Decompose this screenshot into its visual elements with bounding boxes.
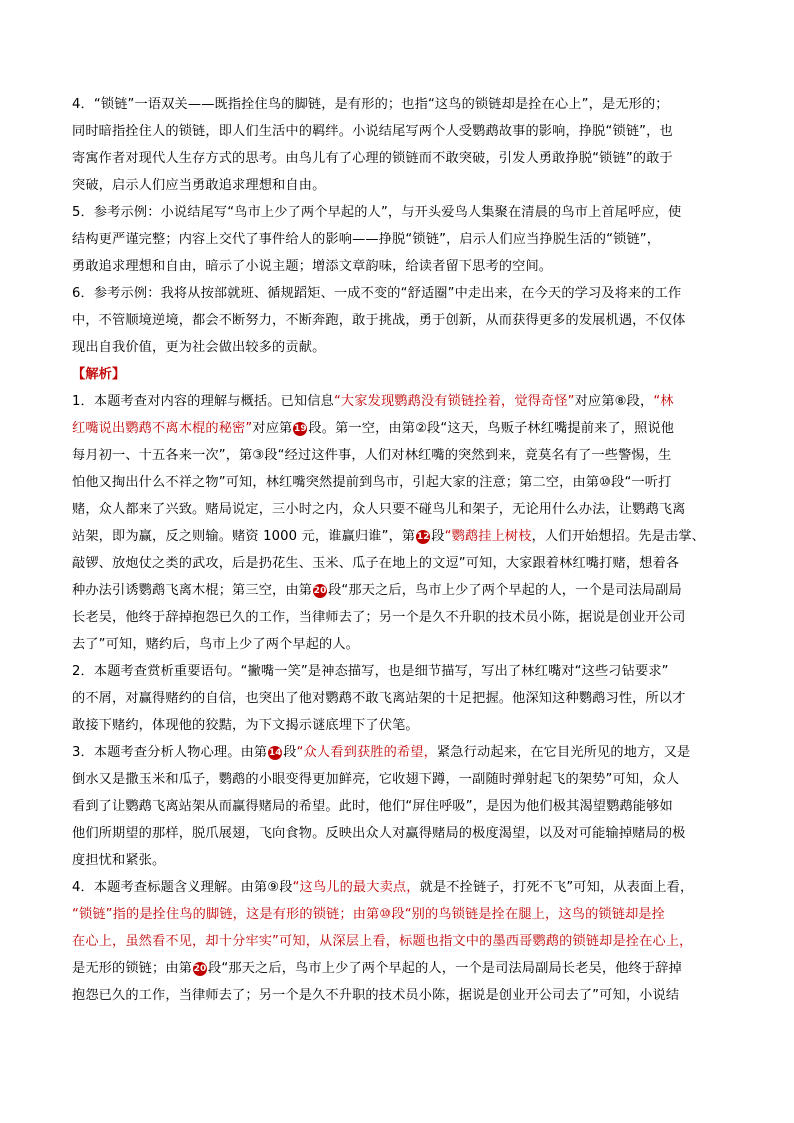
analysis-1	[72, 388, 724, 658]
quote-highlight: “林	[653, 394, 674, 409]
text-span: 对应第	[252, 421, 293, 436]
text-line	[72, 874, 724, 901]
answer-5	[72, 199, 724, 280]
text-line: 4．“锁链”一语双关——既指拴住鸟的脚链，是有形的；也指“这鸟的锁链却是拴在心上”，是无形的；	[72, 97, 669, 112]
text-line: 看到了让鹦鹉飞离站架从而赢得赌局的希望。此时，他们“屏住呼吸”，是因为他们极其渴望鹦鹉能够如	[72, 799, 673, 814]
text-span: 就是不拴链子，打死不飞”可知，从表面上看，	[419, 880, 694, 895]
text-line: 6．参考示例：我将从按部就班、循规蹈矩、一成不变的“舒适圈”中走出来，在今天的学习及将来的工作	[72, 286, 682, 301]
text-line: 怕他又掏出什么不祥之物”可知，林红嘴突然提前到鸟市，引起大家的注意；第二空，由第⑩段“一听打	[72, 475, 672, 490]
text-span: 段“那天之后，鸟市上少了两个早起的人，一个是司法局副局	[328, 583, 682, 598]
text-line	[72, 415, 724, 442]
analysis-header: 【解析】	[72, 367, 126, 382]
text-span: 段	[431, 529, 445, 544]
text-line	[72, 955, 724, 982]
paragraph-number-badge: 20	[313, 586, 327, 596]
quote-highlight: “鹦鹉挂上树枝	[444, 529, 532, 544]
text-line	[72, 523, 724, 550]
paragraph-number-badge: 20	[193, 964, 207, 974]
text-line: 去了”可知，赌约后，鸟市上少了两个早起的人。	[72, 637, 360, 652]
paragraph-number-badge: 19	[293, 424, 307, 434]
analysis-4	[72, 874, 724, 1009]
text-span: 种办法引诱鹦鹉飞离木棍；第三空，由第	[72, 583, 313, 598]
text-span: 段“那天之后，鸟市上少了两个早起的人，一个是司法局副局长老吴，他终于辞掉	[208, 961, 682, 976]
text-line	[72, 739, 724, 766]
text-span: 段	[283, 745, 297, 760]
text-line: 在心上，虽然看不见，却十分牢实”可知，从深层上看，标题也指文中的墨西哥鹦鹉的锁链却是拴在心上，	[72, 934, 693, 949]
answer-4	[72, 91, 724, 199]
text-line: 敲锣、放炮仗之类的武攻，后是扔花生、玉米、瓜子在地上的文逗”可知，大家跟着林红嘴打赌，想着各	[72, 556, 680, 571]
text-line: 5．参考示例：小说结尾写“鸟市上少了两个早起的人”，与开头爱鸟人集聚在清晨的鸟市上首尾呼应，使	[72, 205, 682, 220]
analysis-3	[72, 739, 724, 874]
text-line: 抱怨已久的工作，当律师去了；另一个是久不升职的技术员小陈，据说是创业开公司去了”可知，小说结	[72, 988, 680, 1003]
text-line: “锁链”指的是拴住鸟的脚链，这是有形的锁链；由第⑩段“别的鸟锁链是拴在腿上，这鸟的锁链却是拴	[72, 907, 666, 922]
text-span: 对应第⑧段，	[574, 394, 654, 409]
text-span: 紧急行动起来，在它目光所见的地方，又是	[436, 745, 691, 760]
text-line: 的不屑，对赢得赌约的自信，也突出了他对鹦鹉不敢飞离站架的十足把握。他深知这种鹦鹉习性，所以才	[72, 691, 686, 706]
text-span: 段。第一空，由第②段“这天，鸟贩子林红嘴提前来了，照说他	[308, 421, 675, 436]
text-line: 倒水又是撒玉米和瓜子，鹦鹉的小眼变得更加鲜亮，它收翅下蹲，一副随时弹射起飞的架势”可知，众人	[72, 772, 680, 787]
text-line: 中，不管顺境逆境，都会不断努力，不断奔跑，敢于挑战，勇于创新，从而获得更多的发展机遇，不仅体	[72, 313, 686, 328]
text-span: ，人们开始想招。先是击掌、	[531, 529, 705, 544]
text-line: 赌，众人都来了兴致。赌局说定，三小时之内，众人只要不碰鸟儿和架子，无论用什么办法，让鹦鹉飞离	[72, 502, 686, 517]
quote-highlight: “这鸟儿的最大卖点，	[292, 880, 420, 895]
paragraph-number-badge: 12	[416, 532, 430, 542]
text-span: 站架，即为赢，反之则输。赌资 1000 元，谁赢归谁”，第	[72, 529, 416, 544]
text-line	[72, 388, 724, 415]
text-line: 现出自我价值，更为社会做出较多的贡献。	[72, 340, 326, 355]
quote-highlight: “大家发现鹦鹉没有锁链拴着，觉得奇怪”	[333, 394, 575, 409]
quote-highlight: “众人看到获胜的希望，	[296, 745, 437, 760]
text-line: 寄寓作者对现代人生存方式的思考。由鸟儿有了心理的锁链而不敢突破，引发人勇敢挣脱“锁链”的敢于	[72, 151, 673, 166]
text-span: 是无形的锁链；由第	[72, 961, 193, 976]
text-span: 3．本题考查分析人物心理。由第	[72, 745, 268, 760]
text-line	[72, 577, 724, 604]
text-span: 1．本题考查对内容的理解与概括。已知信息	[72, 394, 334, 409]
text-line: 突破，启示人们应当勇敢追求理想和自由。	[72, 178, 326, 193]
text-line: 敢接下赌约，体现他的狡黠，为下文揭示谜底埋下了伏笔。	[72, 718, 419, 733]
text-line: 结构更严谨完整；内容上交代了事件给人的影响——挣脱“锁链”，启示人们应当挣脱生活的“锁链”，	[72, 232, 661, 247]
text-line: 勇敢追求理想和自由，暗示了小说主题；增添文章韵味，给读者留下思考的空间。	[72, 259, 553, 274]
text-line: 他们所期望的那样，脱爪展翅，飞向食物。反映出众人对赢得赌局的极度渴望，以及对可能输掉赌局的极	[72, 826, 686, 841]
text-line: 度担忧和紧张。	[72, 853, 166, 868]
analysis-2	[72, 658, 724, 739]
text-line: 2．本题考查赏析重要语句。“撇嘴一笑”是神态描写，也是细节描写，写出了林红嘴对“这些刁钻要求”	[72, 664, 669, 679]
answer-6	[72, 280, 724, 361]
paragraph-number-badge: 14	[268, 748, 282, 758]
answer-page	[72, 91, 724, 1009]
quote-highlight: 红嘴说出鹦鹉不离木棍的秘密”	[72, 421, 253, 436]
text-line: 长老吴，他终于辞掉抱怨已久的工作，当律师去了；另一个是久不升职的技术员小陈，据说是创业开公司	[72, 610, 686, 625]
text-line: 同时暗指拴住人的锁链，即人们生活中的羁绊。小说结尾写两个人受鹦鹉故事的影响，挣脱“锁链”，也	[72, 124, 673, 139]
text-span: 4．本题考查标题含义理解。由第⑨段	[72, 880, 293, 895]
text-line: 每月初一、十五各来一次”，第③段“经过这件事，人们对林红嘴的突然到来，竟莫名有了一些警惕，生	[72, 448, 672, 463]
